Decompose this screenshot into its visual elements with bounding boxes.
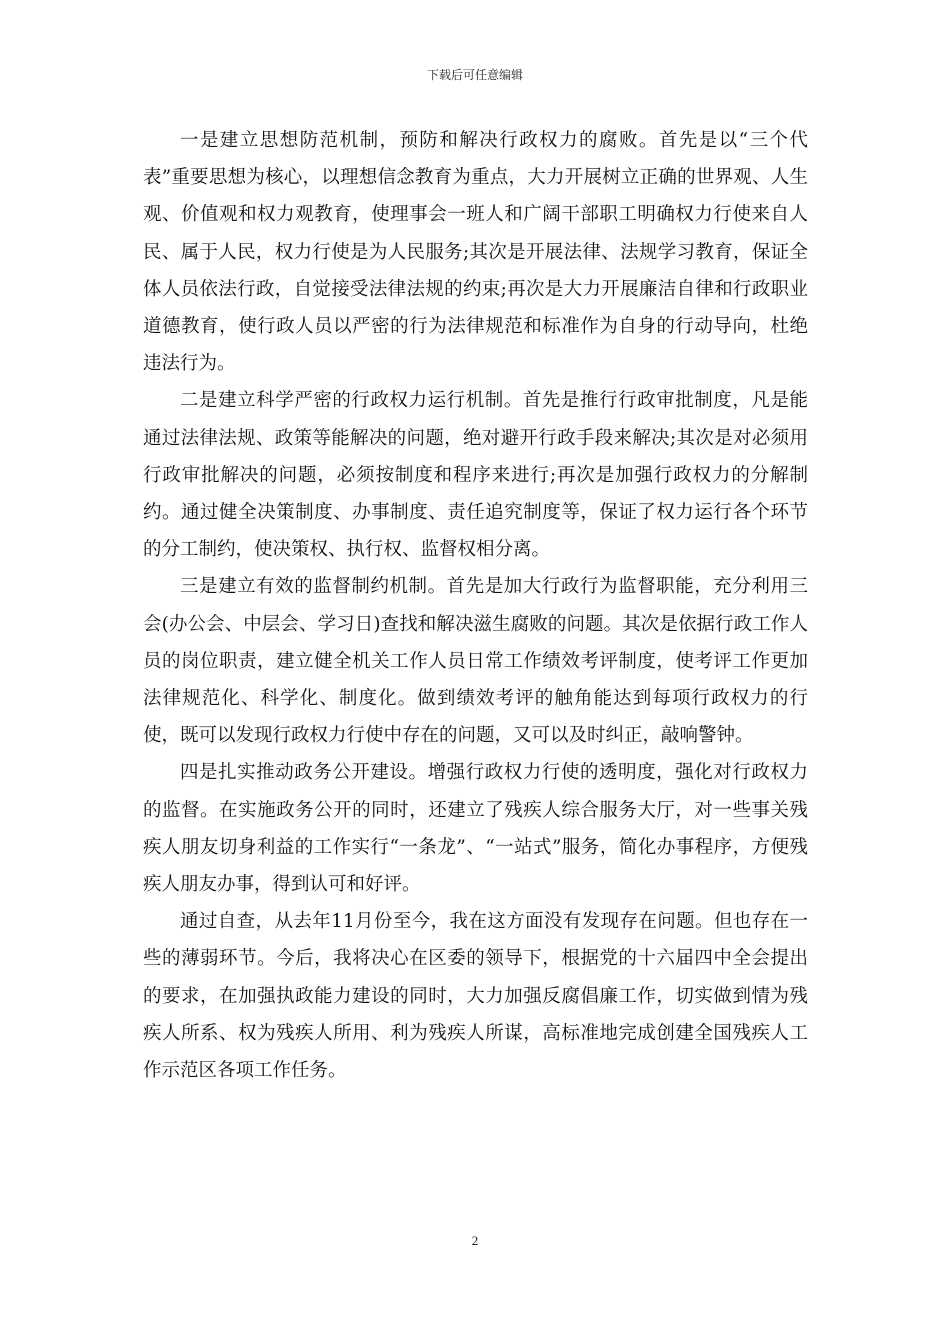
paragraph-2: 二是建立科学严密的行政权力运行机制。首先是推行行政审批制度，凡是能通过法律法规、政策等能解决的问题，绝对避开行政手段来解决;其次是对必须用行政审批解决的问题，必须按制度和程序来进行;再次是加强行政权力的分解制约。通过健全决策制度、办事制度、责任追究制度等，保证了权力运行各个环节的分工制约，使决策权、执行权、监督权相分离。 [143,390,808,561]
paragraph-4: 四是扎实推动政务公开建设。增强行政权力行使的透明度，强化对行政权力的监督。在实施政务公开的同时，还建立了残疾人综合服务大厅，对一些事关残疾人朋友切身利益的工作实行“一条龙”、“一站式”服务，简化办事程序，方便残疾人朋友办事，得到认可和好评。 [143,762,808,896]
paragraph-3: 三是建立有效的监督制约机制。首先是加大行政行为监督职能，充分利用三会(办公会、中层会、学习日)查找和解决滋生腐败的问题。其次是依据行政工作人员的岗位职责，建立健全机关工作人员日常工作绩效考评制度，使考评工作更加法律规范化、科学化、制度化。做到绩效考评的触角能达到每项行政权力的行使，既可以发现行政权力行使中存在的问题，又可以及时纠正，敲响警钟。 [143,576,808,747]
page-header: 下载后可任意编辑 [426,68,523,82]
paragraph-1: 一是建立思想防范机制，预防和解决行政权力的腐败。首先是以“三个代表”重要思想为核心，以理想信念教育为重点，大力开展树立正确的世界观、人生观、价值观和权力观教育，使理事会一班人和广阔干部职工明确权力行使来自人民、属于人民，权力行使是为人民服务;其次是开展法律、法规学习教育，保证全体人员依法行政，自觉接受法律法规的约束;再次是大力开展廉洁自律和行政职业道德教育，使行政人员以严密的行为法律规范和标准作为自身的行动导向，杜绝违法行为。 [143,130,808,375]
document-body [143,122,808,1089]
page-number: 2 [471,1233,479,1248]
paragraph-5: 通过自查，从去年11月份至今，我在这方面没有发现存在问题。但也存在一些的薄弱环节。今后，我将决心在区委的领导下，根据党的十六届四中全会提出的要求，在加强执政能力建设的同时，大力加强反腐倡廉工作，切实做到情为残疾人所系、权为残疾人所用、利为残疾人所谋，高标准地完成创建全国残疾人工作示范区各项工作任务。 [143,911,808,1082]
